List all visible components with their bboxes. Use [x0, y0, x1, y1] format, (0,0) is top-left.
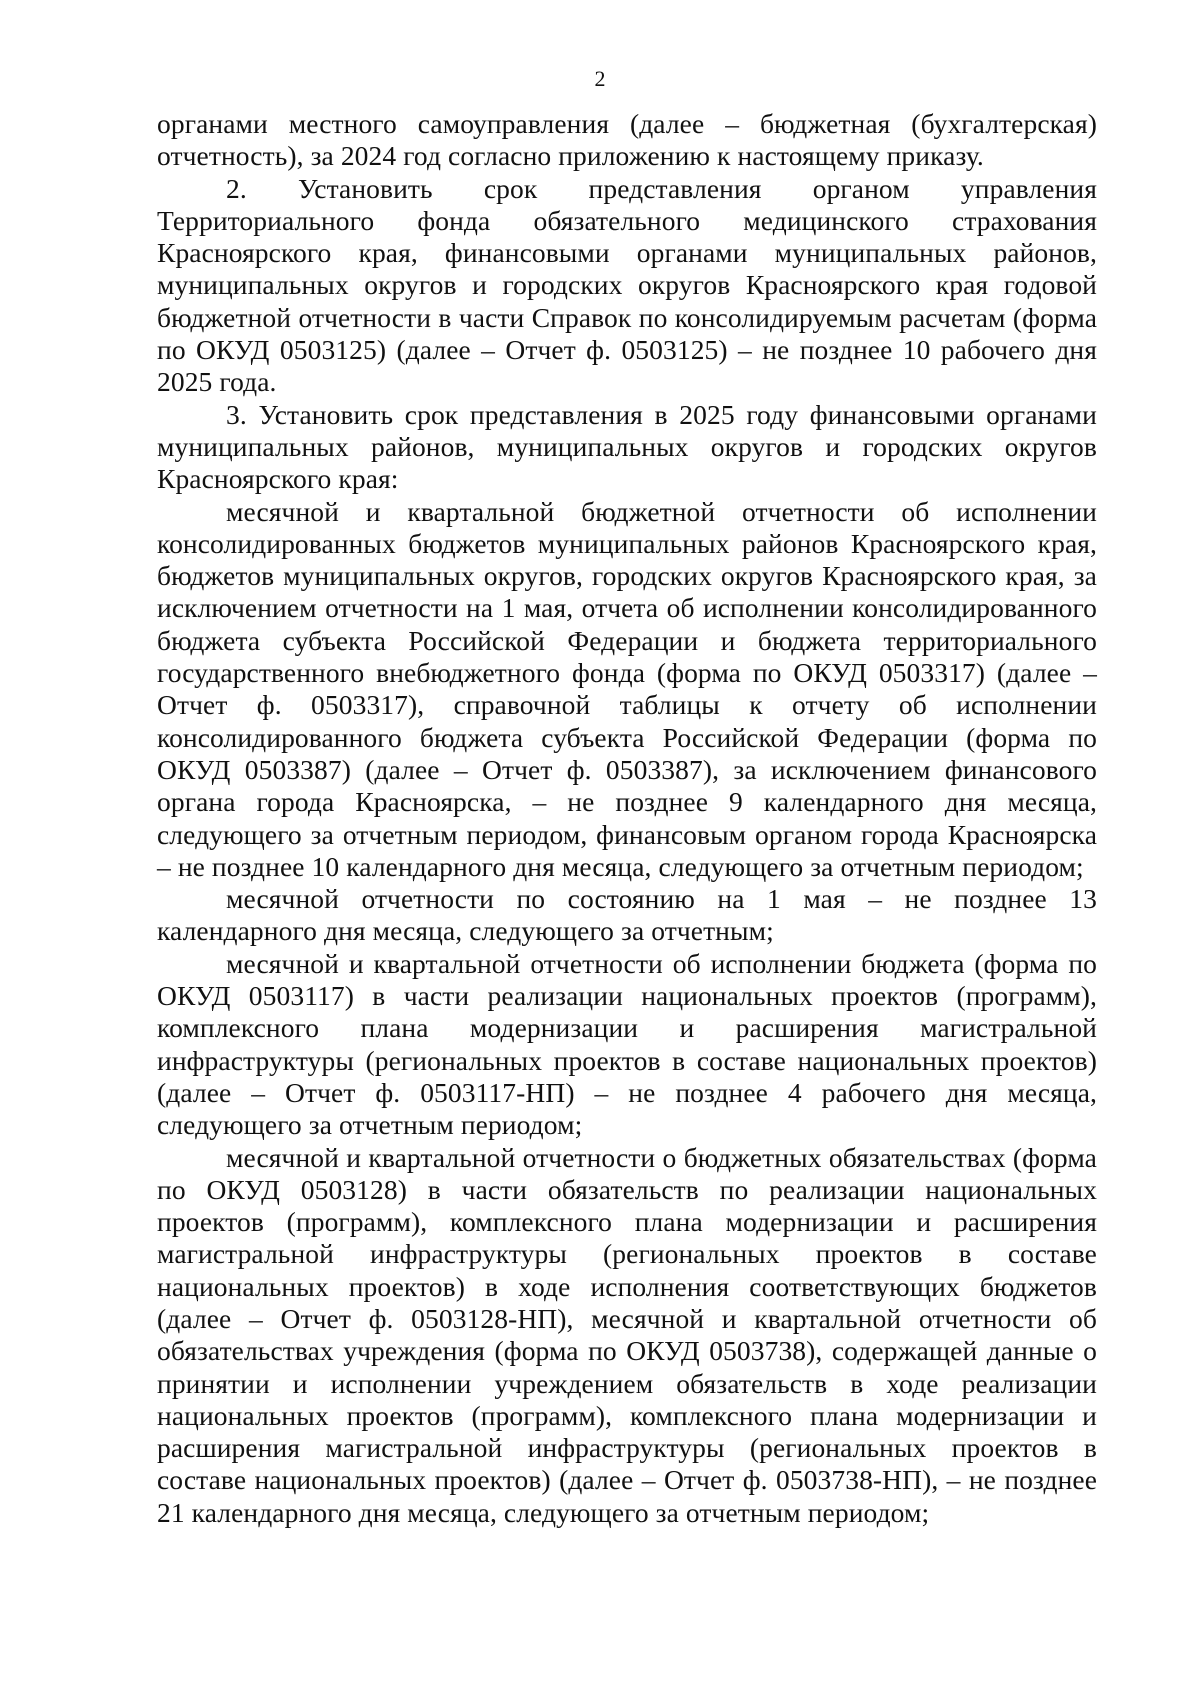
paragraph-report-0503117-np: месячной и квартальной отчетности об исполнении бюджета (форма по ОКУД 0503117) в части реализации национальных проектов (программ), комплексного плана модернизации и расширения магистральной инфраструктуры (региональных проектов в составе национальных проектов) (далее – Отчет ф. 0503117-НП) – не позднее 4 рабочего дня месяца, следующего за отчетным периодом; [157, 947, 1097, 1141]
document-body [157, 108, 1097, 1529]
paragraph-monthly-quarterly-reporting: месячной и квартальной бюджетной отчетности об исполнении консолидированных бюджетов муниципальных районов Красноярского края, бюджетов муниципальных округов, городских округов Красноярского края, за исключением отчетности на 1 мая, отчета об исполнении консолидированного бюджета субъекта Российской Федерации и бюджета территориального государственного внебюджетного фонда (форма по ОКУД 0503317) (далее – Отчет ф. 0503317), справочной таблицы к отчету об исполнении консолидированного бюджета субъекта Российской Федерации (форма по ОКУД 0503387) (далее – Отчет ф. 0503387), за исключением финансового органа города Красноярска, – не позднее 9 календарного дня месяца, следующего за отчетным периодом, финансовым органом города Красноярска – не позднее 10 календарного дня месяца, следующего за отчетным периодом; [157, 495, 1097, 882]
paragraph-item-2: 2. Установить срок представления органом управления Территориального фонда обязательного медицинского страхования Красноярского края, финансовыми органами муниципальных районов, муниципальных округов и городских округов Красноярского края годовой бюджетной отчетности в части Справок по консолидируемым расчетам (форма по ОКУД 0503125) (далее – Отчет ф. 0503125) – не позднее 10 рабочего дня 2025 года. [157, 172, 1097, 398]
paragraph-report-0503128-np: месячной и квартальной отчетности о бюджетных обязательствах (форма по ОКУД 0503128) в части обязательств по реализации национальных проектов (программ), комплексного плана модернизации и расширения магистральной инфраструктуры (региональных проектов в составе национальных проектов) в ходе исполнения соответствующих бюджетов (далее – Отчет ф. 0503128-НП), месячной и квартальной отчетности об обязательствах учреждения (форма по ОКУД 0503738), содержащей данные о принятии и исполнении учреждением обязательств в ходе реализации национальных проектов (программ), комплексного плана модернизации и расширения магистральной инфраструктуры (региональных проектов в составе национальных проектов) (далее – Отчет ф. 0503738-НП), – не позднее 21 календарного дня месяца, следующего за отчетным периодом; [157, 1141, 1097, 1528]
paragraph-may-reporting: месячной отчетности по состоянию на 1 мая – не позднее 13 календарного дня месяца, следующего за отчетным; [157, 883, 1097, 947]
paragraph-item-3: 3. Установить срок представления в 2025 году финансовыми органами муниципальных районов, муниципальных округов и городских округов Красноярского края: [157, 398, 1097, 495]
page-number: 2 [594, 66, 606, 91]
paragraph-continuation: органами местного самоуправления (далее – бюджетная (бухгалтерская) отчетность), за 2024 год согласно приложению к настоящему приказу. [157, 108, 1097, 172]
